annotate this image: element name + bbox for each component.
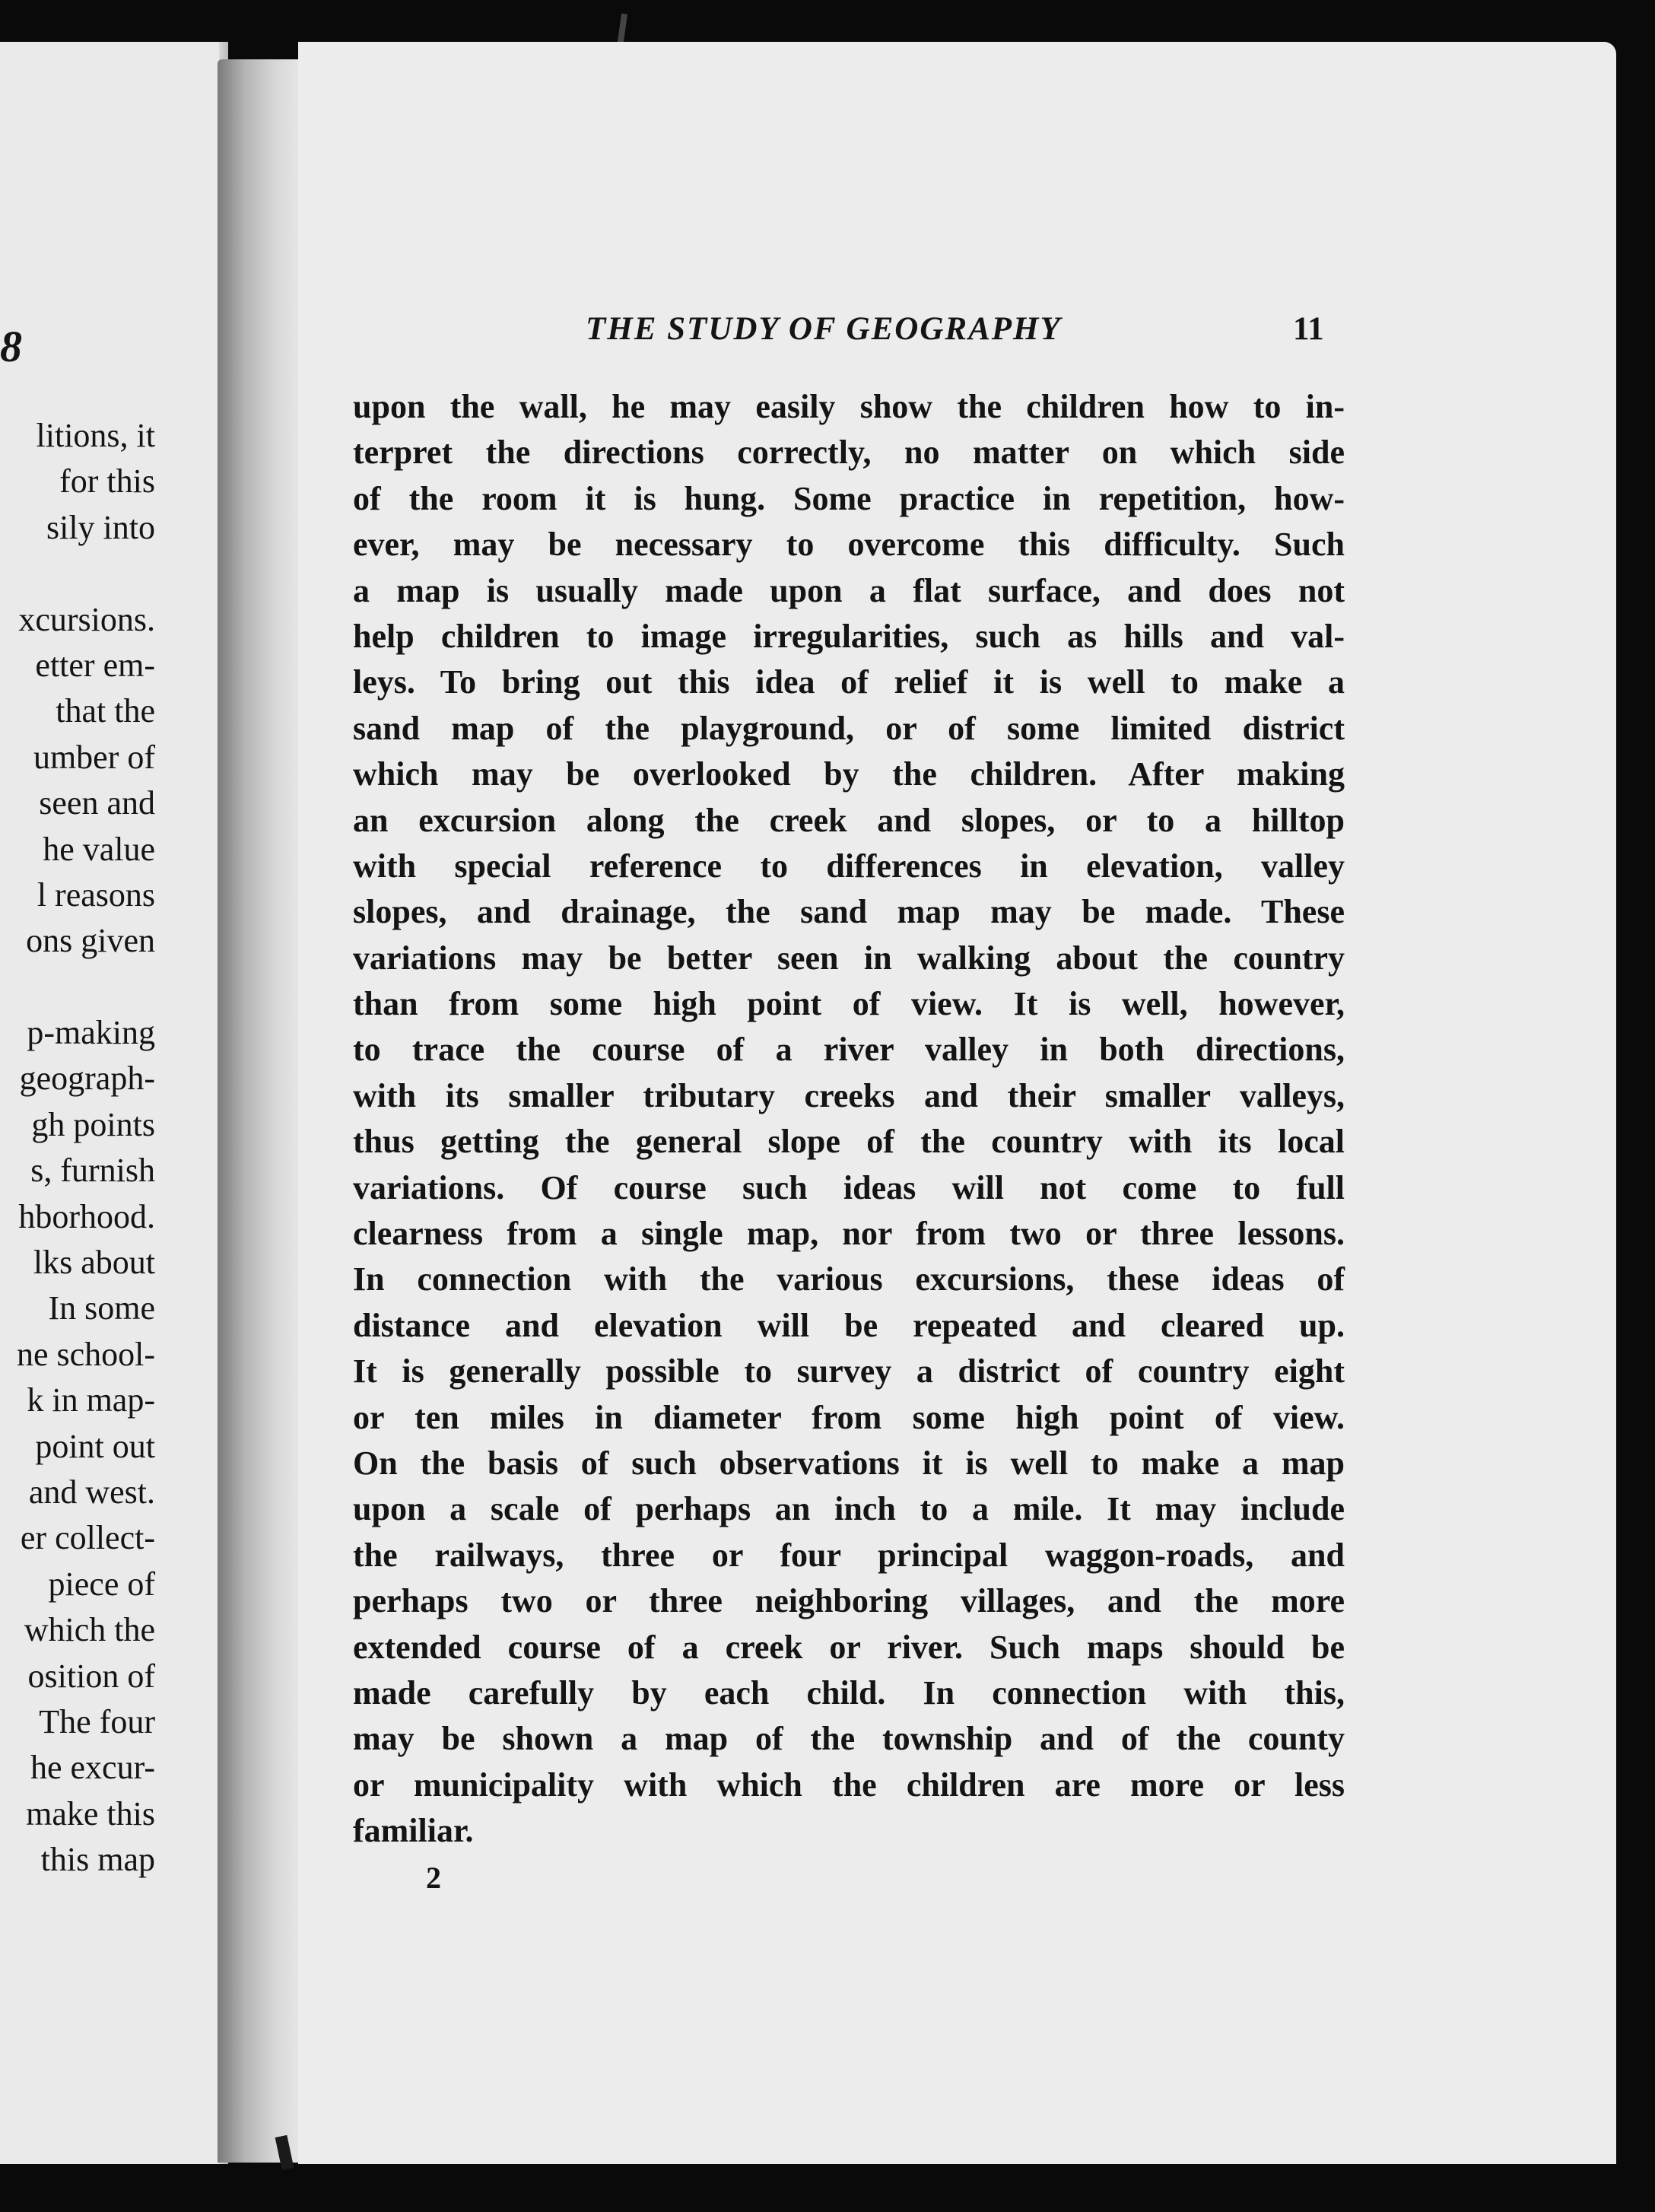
left-page-line: he value [43, 830, 155, 868]
text-line: leys. To bring out this idea of relief it is well to make a [353, 663, 1345, 701]
text-line: slopes, and drainage, the sand map may be made. These [353, 893, 1345, 931]
left-page-line: this map [40, 1841, 155, 1879]
text-line: variations may be better seen in walking about the country [353, 939, 1345, 977]
running-head: THE STUDY OF GEOGRAPHY [586, 311, 1062, 347]
text-line: made carefully by each child. In connection with this, [353, 1673, 1345, 1711]
left-page-line: xcursions. [18, 600, 155, 638]
text-line: clearness from a single map, nor from two or three lessons. [353, 1215, 1345, 1253]
left-page-line: ons given [26, 922, 155, 960]
text-line: than from some high point of view. It is well, however, [353, 985, 1345, 1023]
left-page-line: etter em- [35, 646, 155, 684]
text-line: help children to image irregularities, such as hills and val- [353, 617, 1345, 655]
text-line: extended course of a creek or river. Such maps should be [353, 1628, 1345, 1666]
left-page-line: litions, it [36, 417, 155, 454]
page-number: 11 [1293, 311, 1324, 347]
left-page-text [0, 413, 155, 1883]
left-page-line: s, furnish [30, 1152, 155, 1190]
text-line: of the room it is hung. Some practice in repetition, how- [353, 479, 1345, 517]
text-line: or ten miles in diameter from some high point of view. [353, 1398, 1345, 1436]
left-page-line: make this [26, 1794, 155, 1832]
left-page-line: for this [59, 462, 155, 501]
left-page [0, 42, 228, 2164]
left-page-line: sily into [46, 508, 155, 546]
text-line: perhaps two or three neighboring villages, and the more [353, 1582, 1345, 1620]
left-page-line: l reasons [37, 876, 155, 914]
left-page-line: lks about [33, 1244, 155, 1282]
text-line: ever, may be necessary to overcome this difficulty. Such [353, 526, 1345, 564]
left-page-line [0, 551, 155, 596]
body-text [353, 384, 1345, 1854]
left-page-section-mark: 8 [0, 322, 22, 371]
left-page-line: gh points [31, 1105, 155, 1143]
text-line: distance and elevation will be repeated and cleared up. [353, 1306, 1345, 1344]
left-page-line: he excur- [30, 1749, 155, 1787]
text-line: may be shown a map of the township and of the county [353, 1720, 1345, 1758]
left-page-line: k in map- [27, 1381, 155, 1419]
left-page-line: point out [35, 1427, 155, 1465]
left-page-line: hborhood. [18, 1197, 155, 1235]
left-page-line: seen and [39, 784, 155, 822]
left-page-line: The four [39, 1702, 155, 1740]
left-page-line: p-making [27, 1014, 155, 1052]
text-line: In connection with the various excursions, these ideas of [353, 1260, 1345, 1298]
text-line: a map is usually made upon a flat surface, and does not [353, 571, 1345, 609]
left-page-line: piece of [48, 1565, 155, 1603]
left-page-line: In some [48, 1289, 155, 1327]
left-page-line: geograph- [19, 1060, 155, 1098]
text-line: with its smaller tributary creeks and their smaller valleys, [353, 1076, 1345, 1114]
text-line: or municipality with which the children are more or less [353, 1765, 1345, 1804]
text-line: thus getting the general slope of the country with its local [353, 1123, 1345, 1161]
printer-signature-mark: 2 [426, 1861, 441, 1895]
text-line: upon the wall, he may easily show the children how to in- [353, 388, 1345, 425]
text-line: It is generally possible to survey a district of country eight [353, 1352, 1345, 1390]
left-page-line: er collect- [20, 1519, 155, 1557]
text-line: to trace the course of a river valley in both directions, [353, 1031, 1345, 1069]
left-page-line: umber of [33, 738, 155, 776]
left-page-line: and west. [28, 1473, 155, 1511]
left-page-line: which the [24, 1611, 155, 1649]
left-page-line [0, 965, 155, 1010]
left-page-line: osition of [27, 1657, 155, 1695]
text-line: terpret the directions correctly, no matter on which side [353, 434, 1345, 472]
text-line: with special reference to differences in elevation, valley [353, 847, 1345, 885]
book-gutter-shadow [218, 59, 309, 2163]
text-line: variations. Of course such ideas will not come to full [353, 1168, 1345, 1206]
left-page-line: that the [56, 692, 155, 730]
text-line: sand map of the playground, or of some limited district [353, 709, 1345, 747]
text-line: upon a scale of perhaps an inch to a mile. It may include [353, 1490, 1345, 1528]
text-line: an excursion along the creek and slopes, or to a hilltop [353, 801, 1345, 839]
text-line: familiar. [353, 1812, 474, 1850]
left-page-line: ne school- [16, 1335, 155, 1373]
text-line: the railways, three or four principal waggon-roads, and [353, 1536, 1345, 1574]
text-line: On the basis of such observations it is well to make a map [353, 1444, 1345, 1482]
text-line: which may be overlooked by the children. After making [353, 755, 1345, 793]
